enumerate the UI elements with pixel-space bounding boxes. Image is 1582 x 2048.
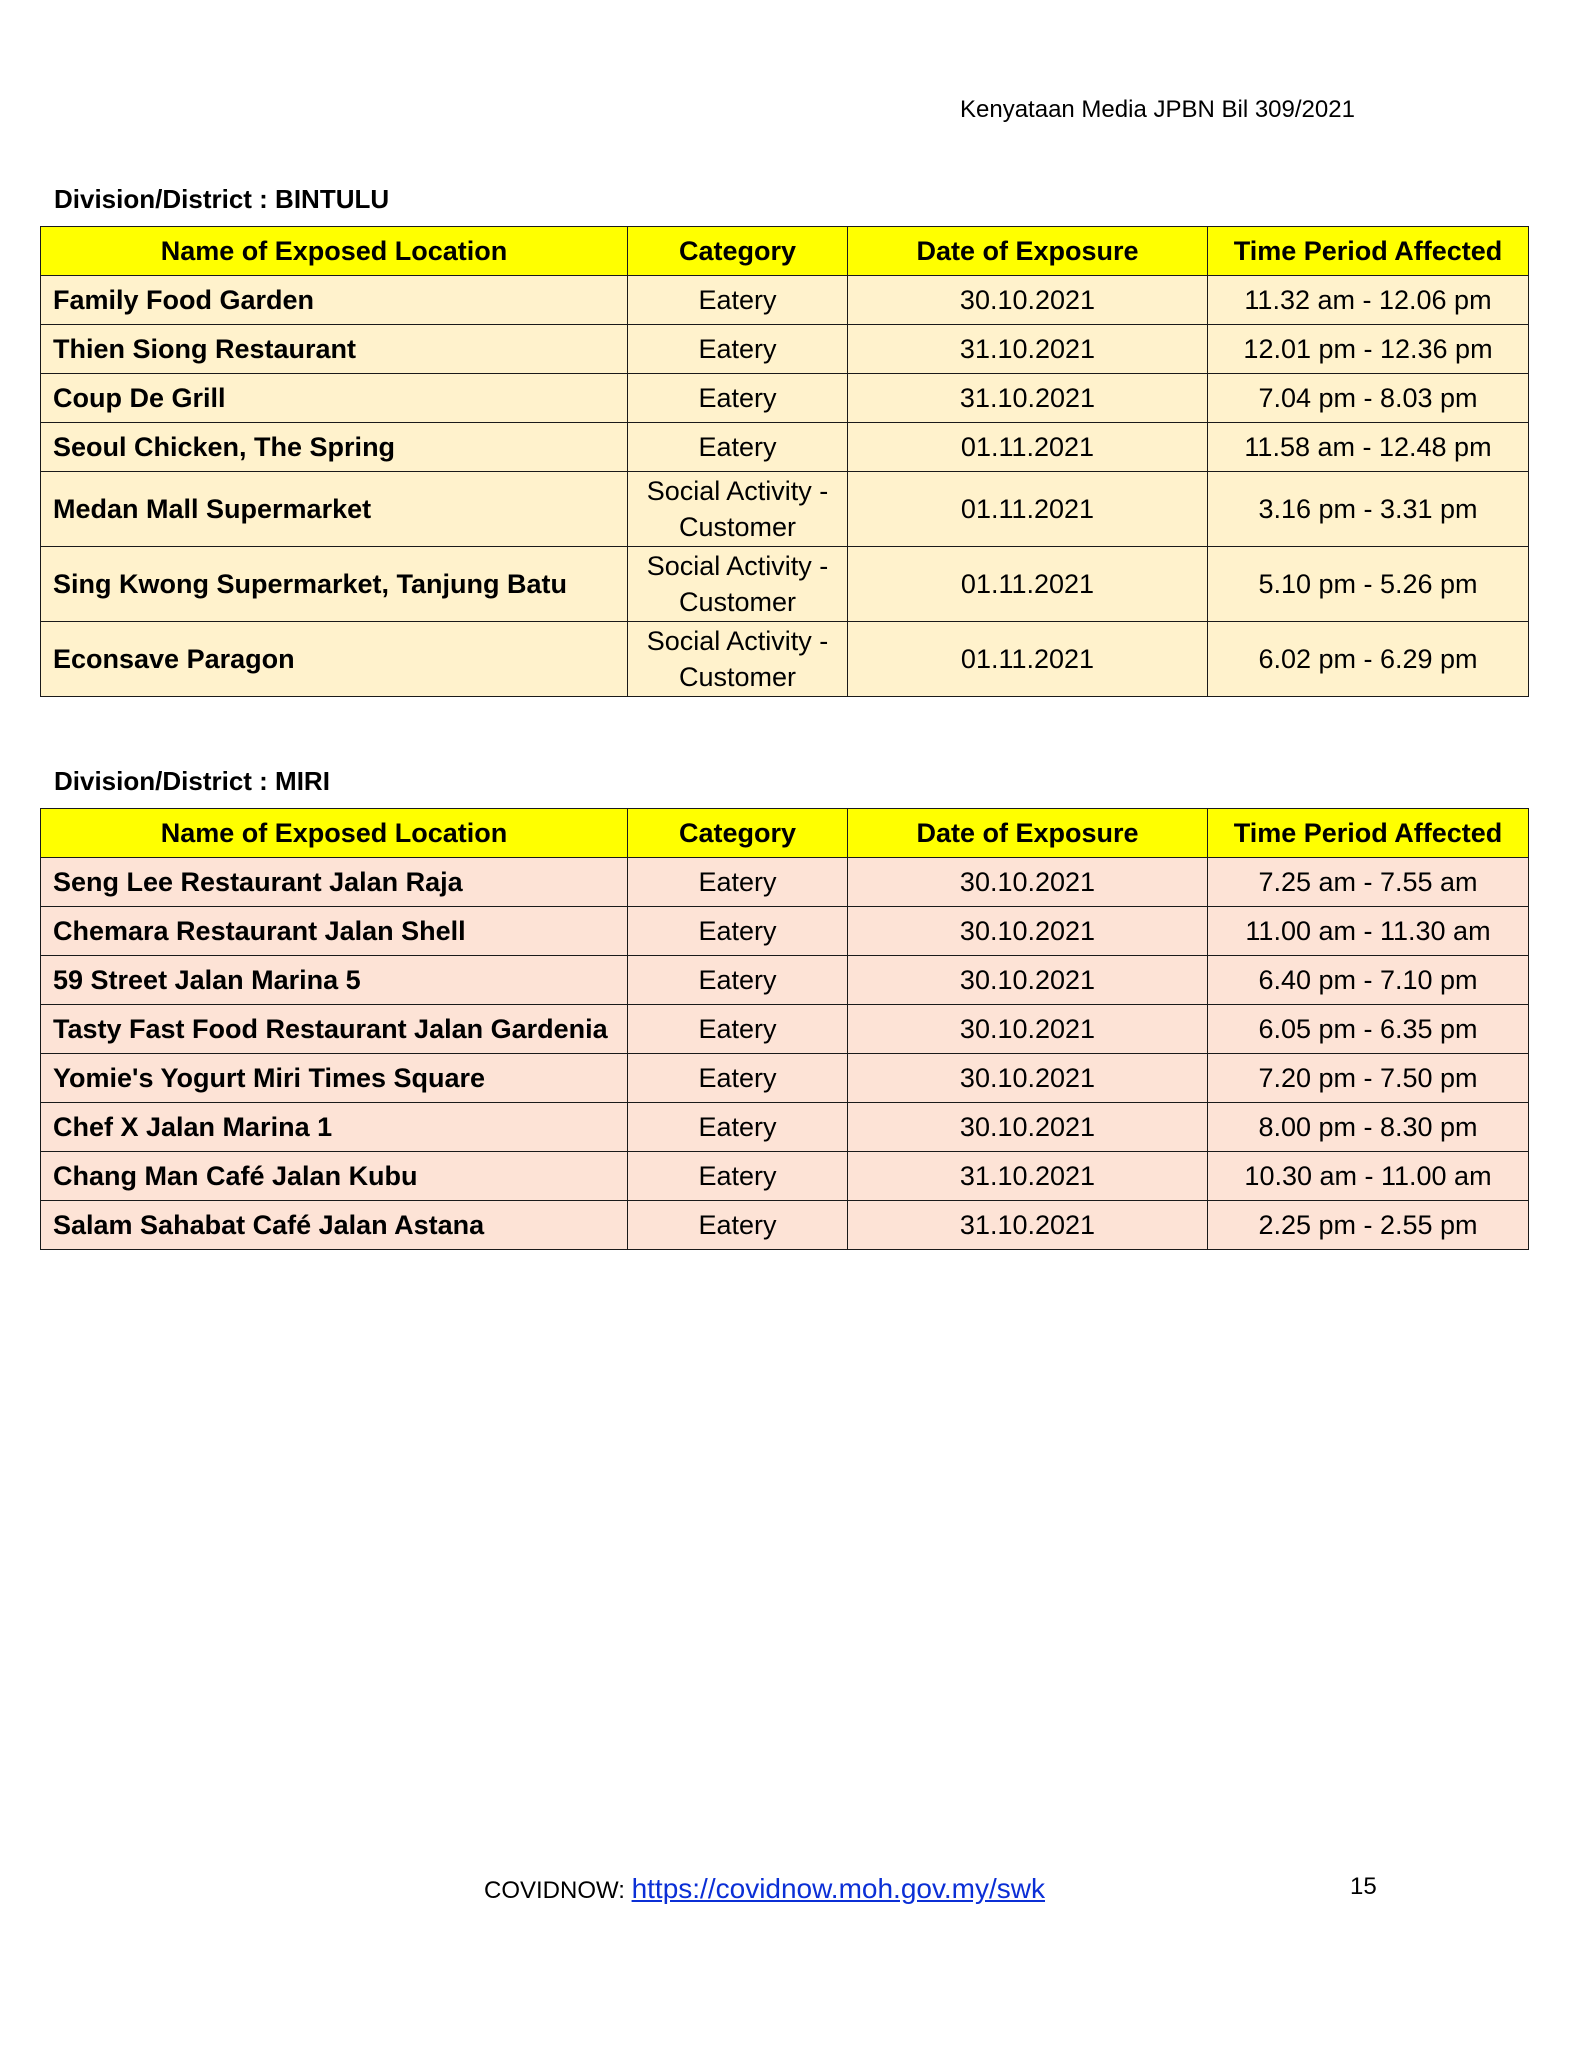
location-cell: 59 Street Jalan Marina 5 [41, 956, 628, 1005]
time-cell: 8.00 pm - 8.30 pm [1208, 1103, 1529, 1152]
location-cell: Chemara Restaurant Jalan Shell [41, 907, 628, 956]
section-title-bintulu: Division/District : BINTULU [54, 184, 390, 214]
column-header-category: Category [628, 227, 848, 276]
location-cell: Tasty Fast Food Restaurant Jalan Gardenia [41, 1005, 628, 1054]
footer-prefix: COVIDNOW: [484, 1877, 625, 1904]
page-number: 15 [1350, 1873, 1377, 1900]
location-cell: Salam Sahabat Café Jalan Astana [41, 1201, 628, 1250]
date-cell: 31.10.2021 [848, 374, 1208, 423]
category-cell: Eatery [628, 1201, 848, 1250]
date-cell: 30.10.2021 [848, 1054, 1208, 1103]
location-cell: Econsave Paragon [41, 622, 628, 697]
table-row [41, 472, 1529, 547]
category-cell: Eatery [628, 325, 848, 374]
category-cell: Eatery [628, 858, 848, 907]
location-cell: Medan Mall Supermarket [41, 472, 628, 547]
column-header-date: Date of Exposure [848, 809, 1208, 858]
section-title-miri: Division/District : MIRI [54, 766, 330, 796]
category-cell: Eatery [628, 1152, 848, 1201]
column-header-date: Date of Exposure [848, 227, 1208, 276]
location-cell: Yomie's Yogurt Miri Times Square [41, 1054, 628, 1103]
table-row [41, 1054, 1529, 1103]
time-cell: 11.32 am - 12.06 pm [1208, 276, 1529, 325]
location-cell: Chang Man Café Jalan Kubu [41, 1152, 628, 1201]
date-cell: 01.11.2021 [848, 423, 1208, 472]
date-cell: 30.10.2021 [848, 907, 1208, 956]
date-cell: 30.10.2021 [848, 276, 1208, 325]
date-cell: 31.10.2021 [848, 1152, 1208, 1201]
time-cell: 5.10 pm - 5.26 pm [1208, 547, 1529, 622]
time-cell: 6.02 pm - 6.29 pm [1208, 622, 1529, 697]
category-cell: Eatery [628, 1054, 848, 1103]
table-row [41, 1201, 1529, 1250]
table-row [41, 1152, 1529, 1201]
table-row [41, 1103, 1529, 1152]
location-cell: Sing Kwong Supermarket, Tanjung Batu [41, 547, 628, 622]
miri-exposure-table [40, 808, 1529, 1250]
time-cell: 7.25 am - 7.55 am [1208, 858, 1529, 907]
table-row [41, 547, 1529, 622]
location-cell: Coup De Grill [41, 374, 628, 423]
time-cell: 6.40 pm - 7.10 pm [1208, 956, 1529, 1005]
table-row [41, 423, 1529, 472]
bintulu-exposure-table [40, 226, 1529, 697]
column-header-time: Time Period Affected [1208, 809, 1529, 858]
category-cell: Eatery [628, 907, 848, 956]
time-cell: 11.00 am - 11.30 am [1208, 907, 1529, 956]
location-cell: Family Food Garden [41, 276, 628, 325]
category-cell: Eatery [628, 276, 848, 325]
time-cell: 7.04 pm - 8.03 pm [1208, 374, 1529, 423]
table-row [41, 858, 1529, 907]
time-cell: 10.30 am - 11.00 am [1208, 1152, 1529, 1201]
table-header-row [41, 227, 1529, 276]
table-row [41, 622, 1529, 697]
date-cell: 30.10.2021 [848, 1103, 1208, 1152]
category-cell: Social Activity - Customer [628, 547, 848, 622]
date-cell: 30.10.2021 [848, 1005, 1208, 1054]
time-cell: 12.01 pm - 12.36 pm [1208, 325, 1529, 374]
column-header-location: Name of Exposed Location [41, 227, 628, 276]
covidnow-link[interactable]: https://covidnow.moh.gov.my/swk [631, 1873, 1046, 1904]
category-cell: Eatery [628, 1103, 848, 1152]
table-row [41, 276, 1529, 325]
table-row [41, 325, 1529, 374]
table-row [41, 907, 1529, 956]
location-cell: Chef X Jalan Marina 1 [41, 1103, 628, 1152]
category-cell: Social Activity - Customer [628, 472, 848, 547]
column-header-location: Name of Exposed Location [41, 809, 628, 858]
date-cell: 01.11.2021 [848, 622, 1208, 697]
time-cell: 6.05 pm - 6.35 pm [1208, 1005, 1529, 1054]
category-cell: Eatery [628, 1005, 848, 1054]
column-header-time: Time Period Affected [1208, 227, 1529, 276]
time-cell: 3.16 pm - 3.31 pm [1208, 472, 1529, 547]
date-cell: 31.10.2021 [848, 325, 1208, 374]
table-row [41, 1005, 1529, 1054]
date-cell: 01.11.2021 [848, 547, 1208, 622]
time-cell: 11.58 am - 12.48 pm [1208, 423, 1529, 472]
category-cell: Eatery [628, 374, 848, 423]
category-cell: Eatery [628, 956, 848, 1005]
document-reference: Kenyataan Media JPBN Bil 309/2021 [960, 96, 1355, 123]
date-cell: 31.10.2021 [848, 1201, 1208, 1250]
location-cell: Seoul Chicken, The Spring [41, 423, 628, 472]
table-row [41, 956, 1529, 1005]
category-cell: Eatery [628, 423, 848, 472]
category-cell: Social Activity - Customer [628, 622, 848, 697]
time-cell: 7.20 pm - 7.50 pm [1208, 1054, 1529, 1103]
location-cell: Seng Lee Restaurant Jalan Raja [41, 858, 628, 907]
date-cell: 30.10.2021 [848, 858, 1208, 907]
table-row [41, 374, 1529, 423]
time-cell: 2.25 pm - 2.55 pm [1208, 1201, 1529, 1250]
column-header-category: Category [628, 809, 848, 858]
table-header-row [41, 809, 1529, 858]
footer [484, 1873, 1045, 1905]
location-cell: Thien Siong Restaurant [41, 325, 628, 374]
date-cell: 30.10.2021 [848, 956, 1208, 1005]
date-cell: 01.11.2021 [848, 472, 1208, 547]
